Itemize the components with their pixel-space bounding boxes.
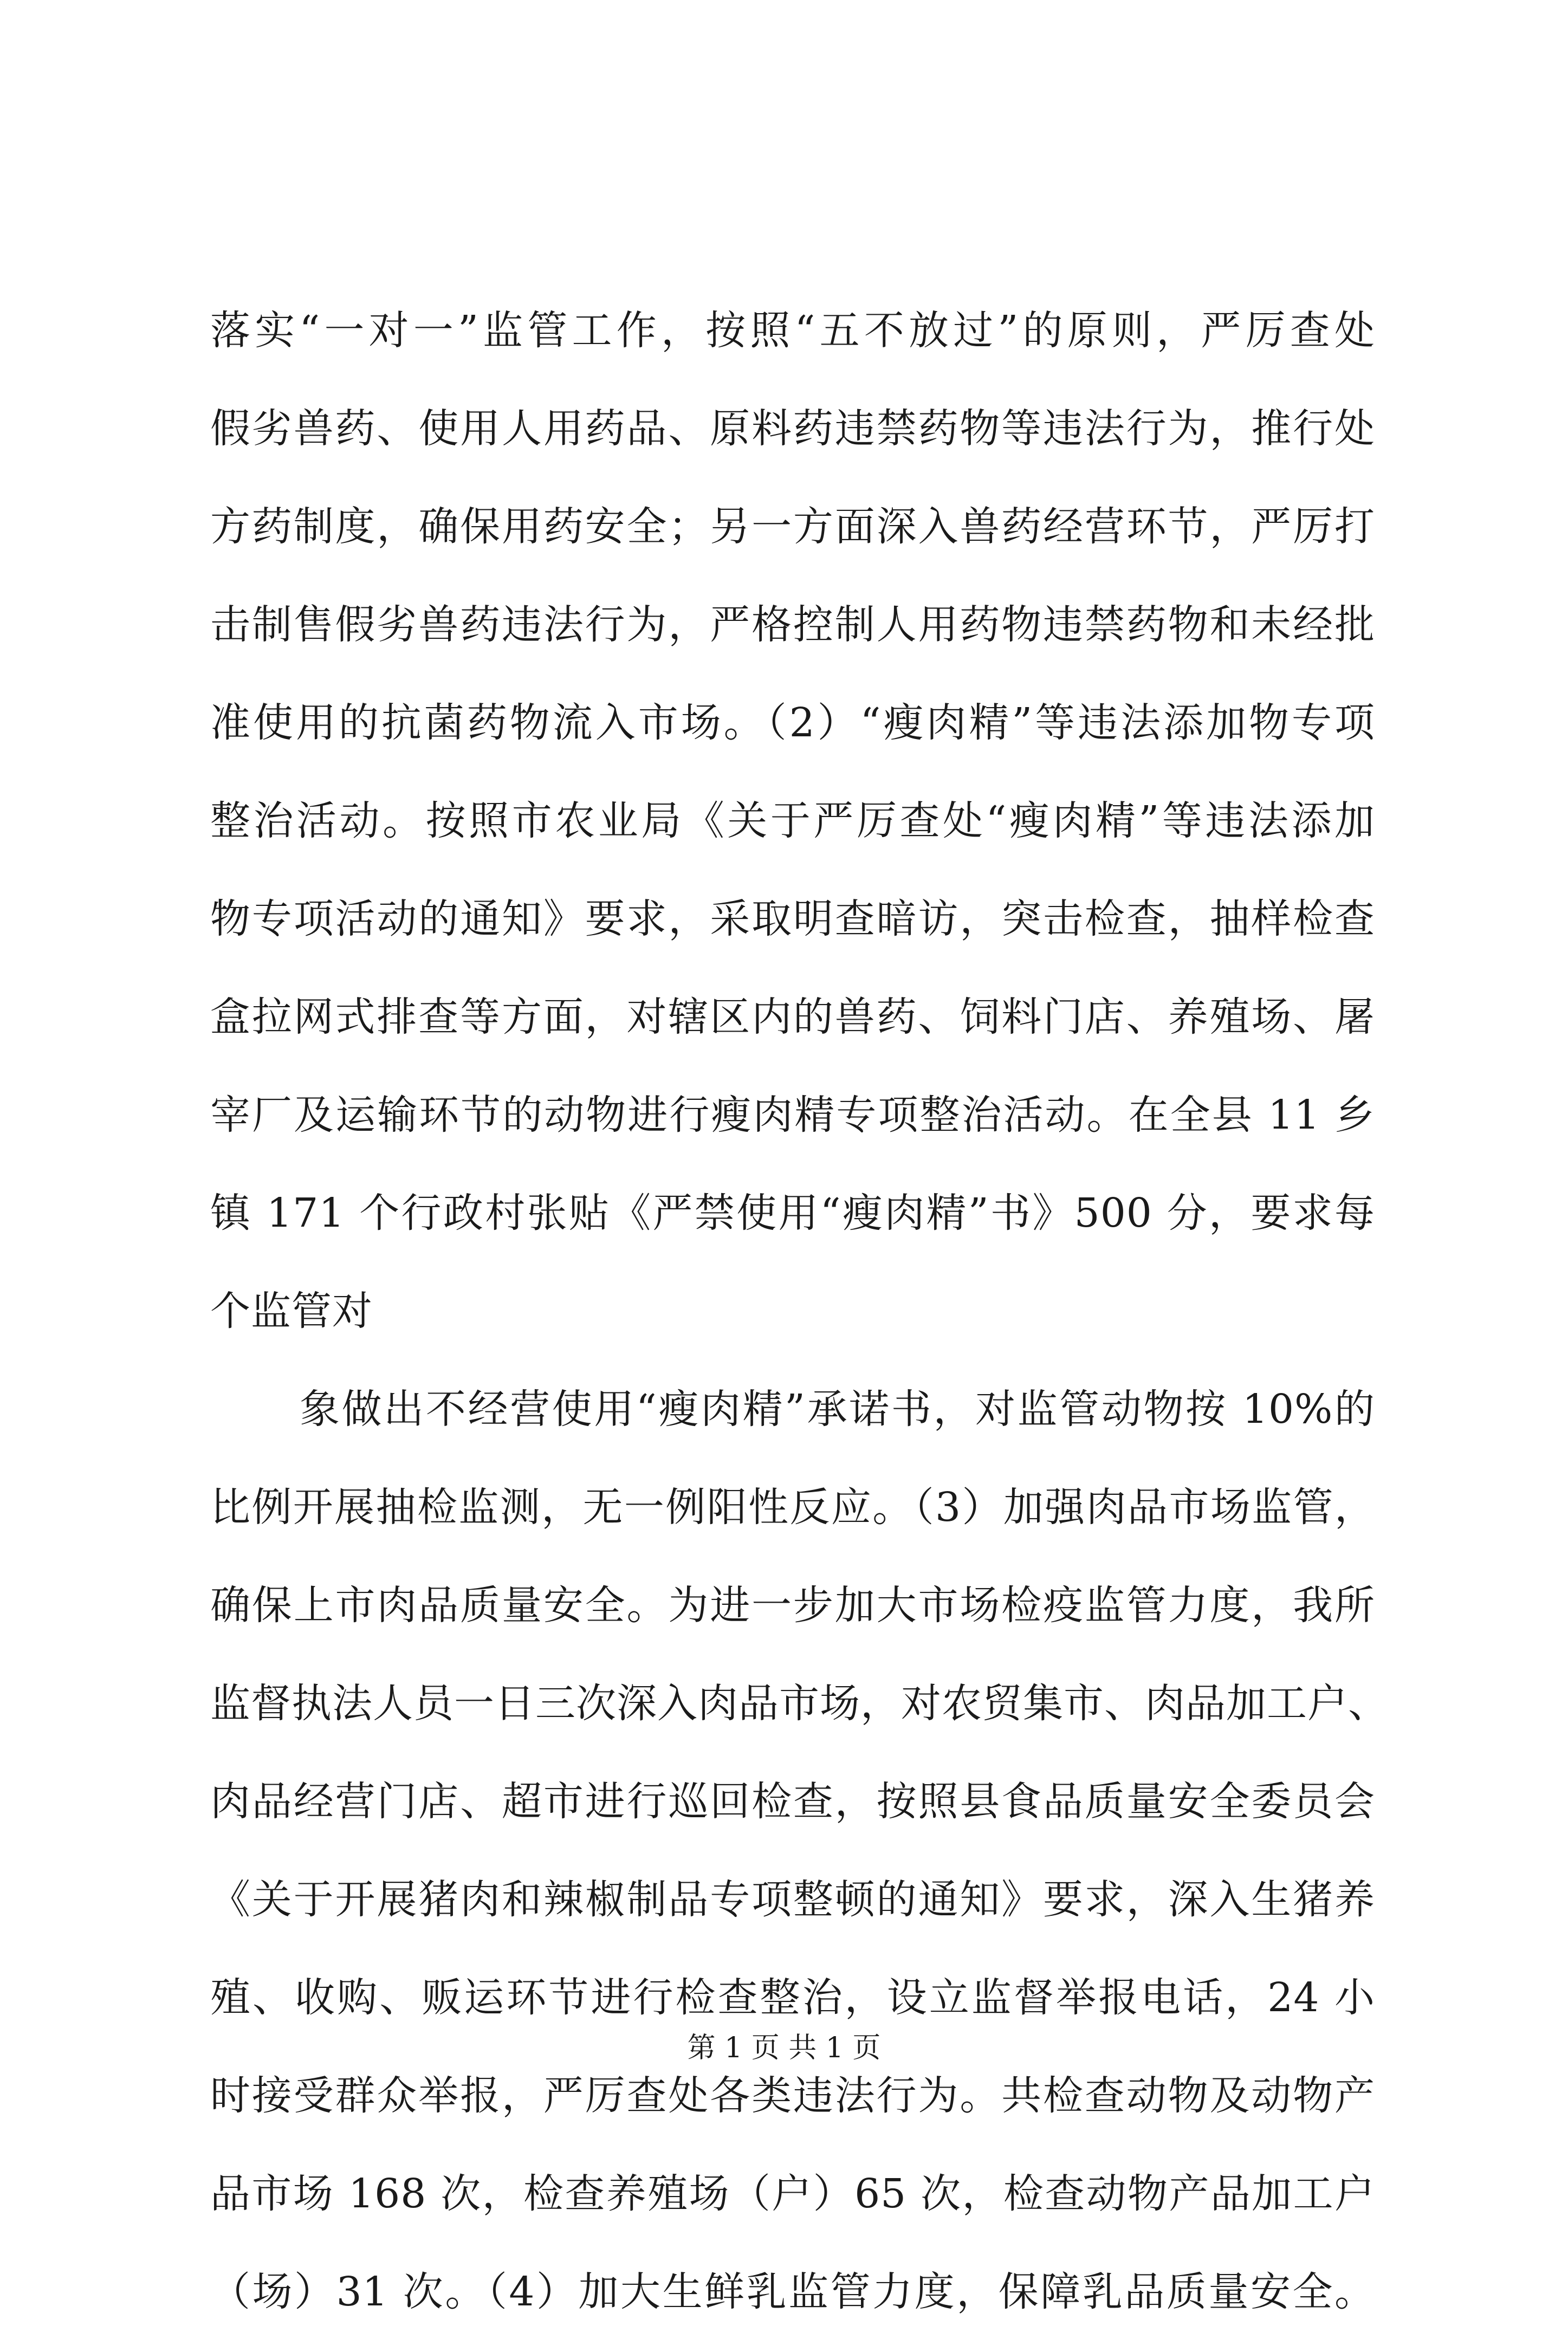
text-line-15: 监督执法人员一日三次深入肉品市场，对农贸集市、肉品加工户、 [210, 1680, 1389, 1727]
text-line-17: 《关于开展猪肉和辣椒制品专项整顿的通知》要求，深入生猪养 [210, 1876, 1375, 1923]
text-line-18: 殖、收购、贩运环节进行检查整治，设立监督举报电话，24 小 [210, 1974, 1375, 2021]
text-line-19: 时接受群众举报，严厉查处各类违法行为。共检查动物及动物产 [210, 2072, 1375, 2119]
text-line-4: 击制售假劣兽药违法行为，严格控制人用药物违禁药物和未经批 [210, 601, 1375, 648]
text-line-9: 宰厂及运输环节的动物进行瘦肉精专项整治活动。在全县 11 乡 [210, 1092, 1375, 1138]
text-line-6: 整治活动。按照市农业局《关于严厉查处“瘦肉精”等违法添加 [210, 798, 1375, 844]
text-line-11: 个监管对 [210, 1288, 373, 1334]
text-line-2: 假劣兽药、使用人用药品、原料药违禁药物等违法行为，推行处 [210, 405, 1375, 452]
text-line-12: 象做出不经营使用“瘦肉精”承诺书，对监管动物按 10%的 [300, 1386, 1375, 1433]
text-line-7: 物专项活动的通知》要求，采取明查暗访，突击检查，抽样检查 [210, 896, 1375, 942]
text-line-1: 落实“一对一”监管工作，按照“五不放过”的原则，严厉查处 [210, 307, 1375, 354]
text-line-16: 肉品经营门店、超市进行巡回检查，按照县食品质量安全委员会 [210, 1778, 1375, 1825]
text-line-13: 比例开展抽检监测，无一例阳性反应。（3）加强肉品市场监管， [210, 1484, 1375, 1531]
text-line-10: 镇 171 个行政村张贴《严禁使用“瘦肉精”书》500 分，要求每 [210, 1190, 1375, 1236]
text-line-8: 盒拉网式排查等方面，对辖区内的兽药、饲料门店、养殖场、屠 [210, 994, 1375, 1040]
text-line-14: 确保上市肉品质量安全。为进一步加大市场检疫监管力度，我所 [210, 1582, 1375, 1629]
text-line-20: 品市场 168 次，检查养殖场（户）65 次，检查动物产品加工户 [210, 2170, 1375, 2217]
text-line-5: 准使用的抗菌药物流入市场。（2）“瘦肉精”等违法添加物专项 [210, 699, 1375, 746]
page-number-footer: 第 1 页 共 1 页 [687, 2032, 881, 2064]
text-line-21: （场）31 次。（4）加大生鲜乳监管力度，保障乳品质量安全。 [210, 2269, 1375, 2315]
text-line-3: 方药制度，确保用药安全；另一方面深入兽药经营环节，严厉打 [210, 503, 1375, 550]
